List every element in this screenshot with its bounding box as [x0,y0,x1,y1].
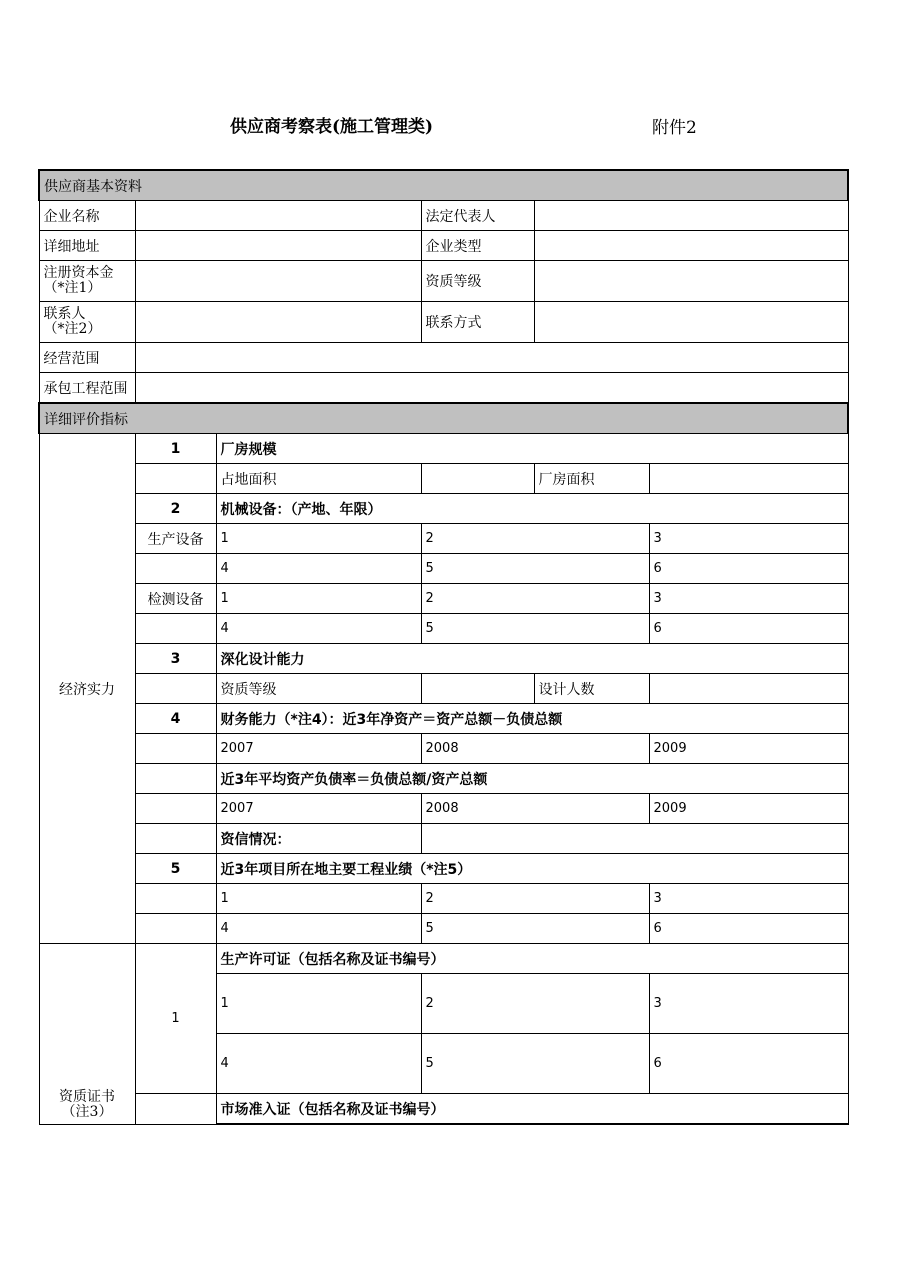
row-test-equip-1 [39,584,848,614]
label-test-equip: 检测设备 [135,584,216,614]
field-company-name[interactable] [135,201,421,231]
test-equip-slot-6[interactable]: 6 [649,614,848,644]
label-contact-method: 联系方式 [421,302,534,343]
prod-equip-slot-3[interactable]: 3 [649,524,848,554]
performance-slot-6[interactable]: 6 [649,914,848,944]
cert-number-1: 1 [135,944,216,1094]
field-business-scope[interactable] [135,343,848,373]
field-qualification-level[interactable] [534,261,848,302]
label-company-name: 企业名称 [39,201,135,231]
net-assets-year-2007[interactable]: 2007 [216,734,421,764]
item-prod-license: 生产许可证（包括名称及证书编号） [216,944,848,974]
label-plant-area: 厂房面积 [534,464,649,494]
blank-cell [135,794,216,824]
label-designers: 设计人数 [534,674,649,704]
test-equip-slot-3[interactable]: 3 [649,584,848,614]
section-basic-title: 供应商基本资料 [39,170,848,201]
field-contact[interactable] [135,302,421,343]
qual-cert-note: （注3） [61,1103,113,1120]
blank-cell [135,914,216,944]
label-qualification-level: 资质等级 [421,261,534,302]
prod-equip-slot-4[interactable]: 4 [216,554,421,584]
item-number-4: 4 [135,704,216,734]
performance-slot-5[interactable]: 5 [421,914,649,944]
row-prod-equip-1 [39,524,848,554]
prod-equip-slot-1[interactable]: 1 [216,524,421,554]
item-number-5: 5 [135,854,216,884]
label-land-area: 占地面积 [216,464,421,494]
field-designers[interactable] [649,674,848,704]
debt-ratio-year-2009[interactable]: 2009 [649,794,848,824]
row-item1 [39,434,848,464]
item-number-1: 1 [135,434,216,464]
row-net-assets-years [39,734,848,764]
row-debt-ratio-years [39,794,848,824]
row-item5 [39,854,848,884]
item-market-license: 市场准入证（包括名称及证书编号） [216,1094,848,1125]
section-eval-header [39,403,848,434]
test-equip-slot-4[interactable]: 4 [216,614,421,644]
row-business-scope [39,343,848,373]
net-assets-year-2008[interactable]: 2008 [421,734,649,764]
label-legal-rep: 法定代表人 [421,201,534,231]
license-slot-5[interactable]: 5 [421,1034,649,1094]
label-reg-capital [39,261,135,302]
field-address[interactable] [135,231,421,261]
prod-equip-slot-6[interactable]: 6 [649,554,848,584]
field-project-scope[interactable] [135,373,848,404]
section-eval-title: 详细评价指标 [39,403,848,434]
row-item3 [39,644,848,674]
row-market-license [39,1094,848,1125]
row-company-name [39,201,848,231]
label-contact [39,302,135,343]
row-prod-license [39,944,848,974]
section-basic-header [39,170,848,201]
test-equip-slot-1[interactable]: 1 [216,584,421,614]
blank-cell [135,884,216,914]
attachment-label: 附件2 [652,118,697,138]
field-credit[interactable] [421,824,848,854]
item-number-3: 3 [135,644,216,674]
reg-capital-note: （*注1） [43,280,102,296]
row-design-details [39,674,848,704]
prod-equip-slot-5[interactable]: 5 [421,554,649,584]
row-contact [39,302,848,343]
field-company-type[interactable] [534,231,848,261]
blank-cell [135,614,216,644]
contact-note: （*注2） [43,321,102,337]
license-slot-1[interactable]: 1 [216,974,421,1034]
field-reg-capital[interactable] [135,261,421,302]
label-company-type: 企业类型 [421,231,534,261]
item-debt-ratio: 近3年平均资产负债率＝负债总额/资产总额 [216,764,848,794]
performance-slot-2[interactable]: 2 [421,884,649,914]
prod-equip-slot-2[interactable]: 2 [421,524,649,554]
row-performance-1 [39,884,848,914]
row-reg-capital [39,261,848,302]
label-qual-cert [39,944,135,1125]
item-plant-scale: 厂房规模 [216,434,848,464]
license-slot-4[interactable]: 4 [216,1034,421,1094]
row-prod-equip-2 [39,554,848,584]
blank-cell [135,764,216,794]
blank-cell [135,824,216,854]
test-equip-slot-2[interactable]: 2 [421,584,649,614]
row-item4 [39,704,848,734]
blank-cell [135,554,216,584]
license-slot-3[interactable]: 3 [649,974,848,1034]
item-machinery: 机械设备：（产地、年限） [216,494,848,524]
blank-cell [135,1094,216,1125]
label-business-scope: 经营范围 [39,343,135,373]
row-item2 [39,494,848,524]
label-prod-equip: 生产设备 [135,524,216,554]
license-slot-2[interactable]: 2 [421,974,649,1034]
reg-capital-text: 注册资本金 [43,265,114,281]
field-design-qualification[interactable] [421,674,534,704]
qual-cert-text: 资质证书 [59,1088,115,1105]
row-address [39,231,848,261]
item-design-capability: 深化设计能力 [216,644,848,674]
performance-slot-4[interactable]: 4 [216,914,421,944]
debt-ratio-year-2008[interactable]: 2008 [421,794,649,824]
label-design-qualification: 资质等级 [216,674,421,704]
test-equip-slot-5[interactable]: 5 [421,614,649,644]
label-address: 详细地址 [39,231,135,261]
supplier-form-table [38,169,849,1125]
blank-cell [135,464,216,494]
form-title: 供应商考察表(施工管理类) [230,117,434,137]
item-project-performance: 近3年项目所在地主要工程业绩（*注5） [216,854,848,884]
row-debt-ratio [39,764,848,794]
row-project-scope [39,373,848,404]
row-credit [39,824,848,854]
label-credit: 资信情况： [216,824,421,854]
blank-cell [135,734,216,764]
item-financial: 财务能力（*注4）：近3年净资产＝资产总额－负债总额 [216,704,848,734]
field-legal-rep[interactable] [534,201,848,231]
field-land-area[interactable] [421,464,534,494]
label-project-scope: 承包工程范围 [39,373,135,404]
item-number-2: 2 [135,494,216,524]
row-plant-area [39,464,848,494]
field-plant-area[interactable] [649,464,848,494]
field-contact-method[interactable] [534,302,848,343]
label-economic-strength: 经济实力 [39,434,135,944]
row-performance-2 [39,914,848,944]
contact-text: 联系人 [43,306,86,322]
performance-slot-1[interactable]: 1 [216,884,421,914]
license-slot-6[interactable]: 6 [649,1034,848,1094]
row-test-equip-2 [39,614,848,644]
blank-cell [135,674,216,704]
performance-slot-3[interactable]: 3 [649,884,848,914]
debt-ratio-year-2007[interactable]: 2007 [216,794,421,824]
net-assets-year-2009[interactable]: 2009 [649,734,848,764]
